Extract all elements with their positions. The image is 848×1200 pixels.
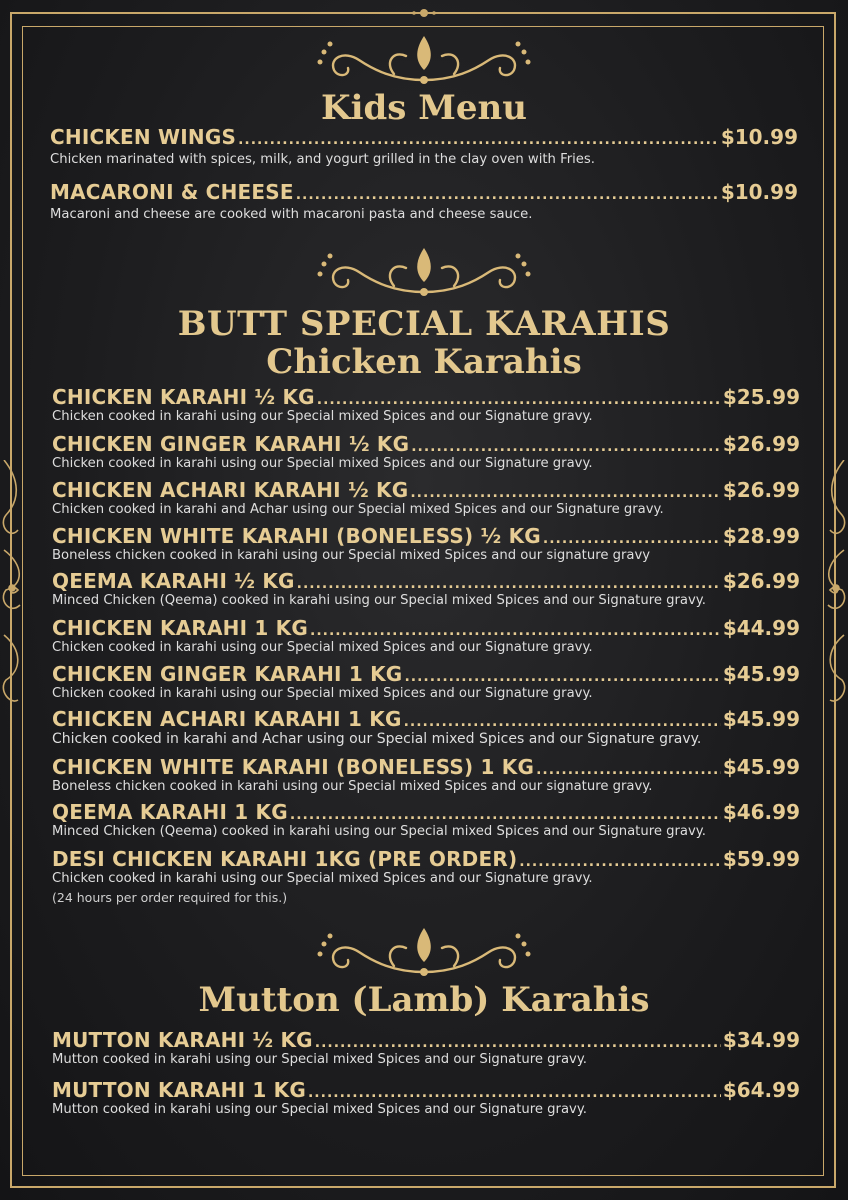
leader-dots (308, 1085, 721, 1101)
item-note: (24 hours per order required for this.) (52, 890, 288, 905)
item-description: Chicken marinated with spices, milk, and yogurt grilled in the clay oven with Fries. (50, 152, 595, 167)
item-name: QEEMA KARAHI ½ KG (52, 569, 295, 593)
item-price: $25.99 (722, 385, 800, 409)
item-name: CHICKEN KARAHI ½ KG (52, 385, 315, 409)
menu-item (52, 432, 800, 472)
menu-item (50, 180, 798, 223)
menu-item (52, 385, 800, 425)
item-price: $45.99 (722, 662, 800, 686)
item-description: Chicken cooked in karahi using our Special mixed Spices and our Signature gravy. (52, 686, 593, 701)
menu-item (52, 1028, 800, 1068)
item-description: Minced Chicken (Qeema) cooked in karahi using our Special mixed Spices and our Signature gravy. (52, 593, 706, 608)
menu-item (52, 800, 800, 840)
item-description: Chicken cooked in karahi using our Special mixed Spices and our Signature gravy. (52, 456, 593, 471)
left-scroll-ornament-icon (0, 460, 28, 720)
item-name: CHICKEN GINGER KARAHI ½ KG (52, 432, 410, 456)
leader-dots (543, 531, 721, 547)
item-price: $10.99 (720, 125, 798, 149)
chicken-karahis-subtitle: Chicken Karahis (266, 342, 582, 382)
leader-dots (536, 762, 721, 778)
menu-item (52, 662, 800, 702)
item-name: CHICKEN ACHARI KARAHI ½ KG (52, 478, 409, 502)
top-ornament-icon (394, 6, 454, 20)
item-price: $59.99 (722, 847, 800, 871)
item-price: $34.99 (722, 1028, 800, 1052)
item-price: $64.99 (722, 1078, 800, 1102)
item-name: CHICKEN KARAHI 1 KG (52, 616, 308, 640)
menu-item (52, 707, 800, 747)
item-name: CHICKEN WINGS (50, 125, 237, 149)
item-description: Chicken cooked in karahi and Achar using our Special mixed Spices and our Signature gravy. (52, 502, 664, 517)
leader-dots (315, 1035, 721, 1051)
right-scroll-ornament-icon (820, 460, 848, 720)
item-price: $26.99 (722, 478, 800, 502)
item-price: $26.99 (722, 569, 800, 593)
item-price: $44.99 (722, 616, 800, 640)
item-price: $26.99 (722, 432, 800, 456)
item-name: CHICKEN WHITE KARAHI (BONELESS) ½ KG (52, 524, 541, 548)
leader-dots (317, 392, 721, 408)
menu-item (52, 755, 800, 795)
menu-item (52, 569, 800, 609)
leader-dots (404, 669, 720, 685)
kids-menu-title: Kids Menu (321, 88, 527, 128)
menu-item (52, 847, 800, 906)
item-name: CHICKEN GINGER KARAHI 1 KG (52, 662, 403, 686)
mutton-karahis-title: Mutton (Lamb) Karahis (198, 980, 650, 1020)
item-name: MACARONI & CHEESE (50, 180, 294, 204)
item-description: Boneless chicken cooked in karahi using our Special mixed Spices and our signature gravy (52, 548, 651, 563)
menu-item (52, 524, 800, 564)
menu-item (50, 125, 798, 168)
item-price: $10.99 (720, 180, 798, 204)
leader-dots (290, 807, 721, 823)
ornament-mutton-icon (314, 922, 534, 982)
item-description: Boneless chicken cooked in karahi using our Special mixed Spices and our signature gravy. (52, 779, 653, 794)
ornament-karahis-icon (314, 242, 534, 302)
leader-dots (404, 714, 721, 730)
ornament-kids-icon (314, 30, 534, 90)
leader-dots (411, 439, 721, 455)
item-name: DESI CHICKEN KARAHI 1KG (PRE ORDER) (52, 847, 518, 871)
item-description: Chicken cooked in karahi using our Special mixed Spices and our Signature gravy. (52, 871, 593, 886)
item-price: $45.99 (722, 707, 800, 731)
item-name: QEEMA KARAHI 1 KG (52, 800, 288, 824)
item-description: Mutton cooked in karahi using our Special mixed Spices and our Signature gravy. (52, 1052, 587, 1067)
item-description: Chicken cooked in karahi using our Special mixed Spices and our Signature gravy. (52, 640, 593, 655)
item-description: Chicken cooked in karahi using our Special mixed Spices and our Signature gravy. (52, 409, 593, 424)
item-price: $45.99 (722, 755, 800, 779)
leader-dots (410, 485, 720, 501)
item-description: Macaroni and cheese are cooked with macaroni pasta and cheese sauce. (50, 207, 533, 222)
item-name: MUTTON KARAHI ½ KG (52, 1028, 313, 1052)
item-description: Mutton cooked in karahi using our Special mixed Spices and our Signature gravy. (52, 1102, 587, 1117)
item-name: MUTTON KARAHI 1 KG (52, 1078, 306, 1102)
item-price: $46.99 (722, 800, 800, 824)
menu-item (52, 616, 800, 656)
leader-dots (519, 854, 721, 870)
karahis-title: BUTT SPECIAL KARAHIS (177, 304, 671, 344)
leader-dots (296, 187, 719, 203)
leader-dots (238, 132, 719, 148)
item-name: CHICKEN WHITE KARAHI (BONELESS) 1 KG (52, 755, 535, 779)
item-description: Chicken cooked in karahi and Achar using our Special mixed Spices and our Signature gravy. (52, 731, 702, 747)
menu-item (52, 1078, 800, 1118)
leader-dots (297, 576, 721, 592)
item-price: $28.99 (722, 524, 800, 548)
item-name: CHICKEN ACHARI KARAHI 1 KG (52, 707, 402, 731)
leader-dots (310, 623, 721, 639)
menu-item (52, 478, 800, 518)
item-description: Minced Chicken (Qeema) cooked in karahi using our Special mixed Spices and our Signature gravy. (52, 824, 706, 839)
